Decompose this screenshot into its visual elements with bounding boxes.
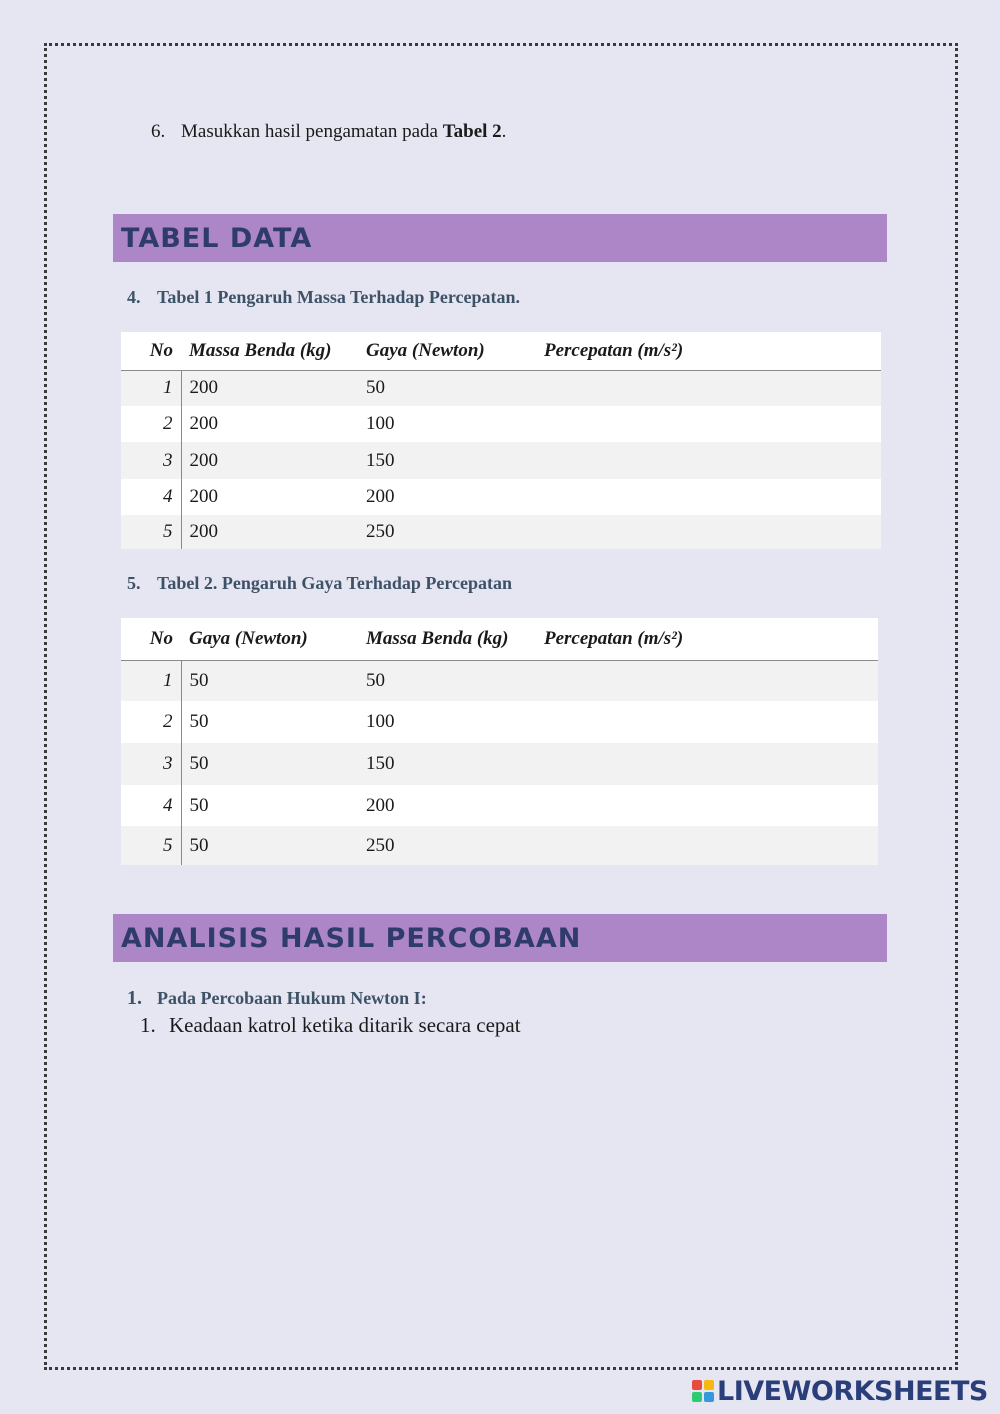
row-number-cell: 5: [121, 826, 181, 865]
table-cell: 200: [181, 515, 358, 549]
instruction-step: [151, 121, 506, 143]
row-number-cell: 3: [121, 743, 181, 785]
analysis-number: 1.: [127, 987, 142, 1009]
table-cell: 200: [181, 442, 358, 479]
table-cell: 200: [181, 406, 358, 442]
logo-icon: [692, 1380, 714, 1402]
row-number-cell: 2: [121, 701, 181, 743]
header-cell: Gaya (Newton): [181, 618, 358, 660]
table-row: [121, 660, 878, 701]
table-header-row: [121, 332, 881, 370]
table-row: [121, 785, 878, 826]
data-table-2: [121, 618, 878, 865]
header-cell: Gaya (Newton): [358, 332, 536, 370]
header-cell: Massa Benda (kg): [358, 618, 536, 660]
answer-cell[interactable]: [536, 660, 878, 701]
answer-cell[interactable]: [536, 743, 878, 785]
step-text: Masukkan hasil pengamatan pada: [181, 121, 443, 142]
header-cell: Percepatan (m/s²): [536, 618, 878, 660]
logo-square-1: [692, 1380, 702, 1390]
analysis-title: Pada Percobaan Hukum Newton I:: [157, 988, 427, 1008]
table-row: [121, 479, 881, 515]
step-bold: Tabel 2: [442, 121, 502, 142]
header-cell: Massa Benda (kg): [181, 332, 358, 370]
table-row: [121, 370, 881, 406]
table-cell: 100: [358, 701, 536, 743]
table-cell: 100: [358, 406, 536, 442]
answer-cell[interactable]: [536, 479, 881, 515]
table-cell: 50: [181, 660, 358, 701]
step-end: .: [501, 121, 507, 142]
table-cell: 50: [181, 826, 358, 865]
section-banner-analisis: [113, 914, 887, 962]
logo-square-4: [704, 1392, 714, 1402]
answer-cell[interactable]: [536, 785, 878, 826]
table-cell: 50: [181, 701, 358, 743]
section-title: ANALISIS HASIL PERCOBAAN: [121, 923, 582, 954]
row-number-cell: 4: [121, 479, 181, 515]
analysis-heading: [127, 987, 427, 1010]
table-cell: 150: [358, 743, 536, 785]
table-row: [121, 406, 881, 442]
row-number-cell: 4: [121, 785, 181, 826]
table-cell: 50: [181, 785, 358, 826]
step-number: 6.: [151, 121, 166, 142]
table-row: [121, 826, 878, 865]
header-cell: No: [121, 618, 181, 660]
answer-cell[interactable]: [536, 406, 881, 442]
logo-text: LIVEWORKSHEETS: [717, 1375, 988, 1407]
table-row: [121, 701, 878, 743]
answer-cell[interactable]: [536, 701, 878, 743]
row-number-cell: 1: [121, 660, 181, 701]
table2-caption: [127, 573, 512, 594]
header-cell: No: [121, 332, 181, 370]
table-cell: 200: [181, 370, 358, 406]
table-cell: 200: [358, 479, 536, 515]
answer-cell[interactable]: [536, 442, 881, 479]
table-cell: 200: [358, 785, 536, 826]
table1-caption: [127, 287, 520, 308]
table-cell: 250: [358, 826, 536, 865]
table-row: [121, 442, 881, 479]
logo-square-3: [692, 1392, 702, 1402]
table-cell: 200: [181, 479, 358, 515]
row-number-cell: 5: [121, 515, 181, 549]
table-row: [121, 515, 881, 549]
table-cell: 50: [358, 370, 536, 406]
table-cell: 250: [358, 515, 536, 549]
caption-text: Tabel 1 Pengaruh Massa Terhadap Percepatan.: [157, 287, 521, 307]
logo-square-2: [704, 1380, 714, 1390]
answer-cell[interactable]: [536, 370, 881, 406]
caption-text: Tabel 2. Pengaruh Gaya Terhadap Percepatan: [157, 573, 513, 593]
table-row: [121, 743, 878, 785]
row-number-cell: 1: [121, 370, 181, 406]
sub-item-number: 1.: [140, 1013, 156, 1037]
liveworksheets-logo: [692, 1374, 988, 1408]
caption-number: 5.: [127, 573, 141, 593]
table-cell: 150: [358, 442, 536, 479]
answer-cell[interactable]: [536, 515, 881, 549]
header-cell: Percepatan (m/s²): [536, 332, 881, 370]
section-title: TABEL DATA: [121, 223, 313, 254]
table-cell: 50: [181, 743, 358, 785]
answer-cell[interactable]: [536, 826, 878, 865]
table-cell: 50: [358, 660, 536, 701]
analysis-sub-item: [140, 1013, 521, 1038]
data-table-1: [121, 332, 881, 549]
section-banner-tabel-data: [113, 214, 887, 262]
sub-item-text: Keadaan katrol ketika ditarik secara cepat: [169, 1013, 521, 1037]
caption-number: 4.: [127, 287, 141, 307]
table-header-row: [121, 618, 878, 660]
row-number-cell: 3: [121, 442, 181, 479]
row-number-cell: 2: [121, 406, 181, 442]
